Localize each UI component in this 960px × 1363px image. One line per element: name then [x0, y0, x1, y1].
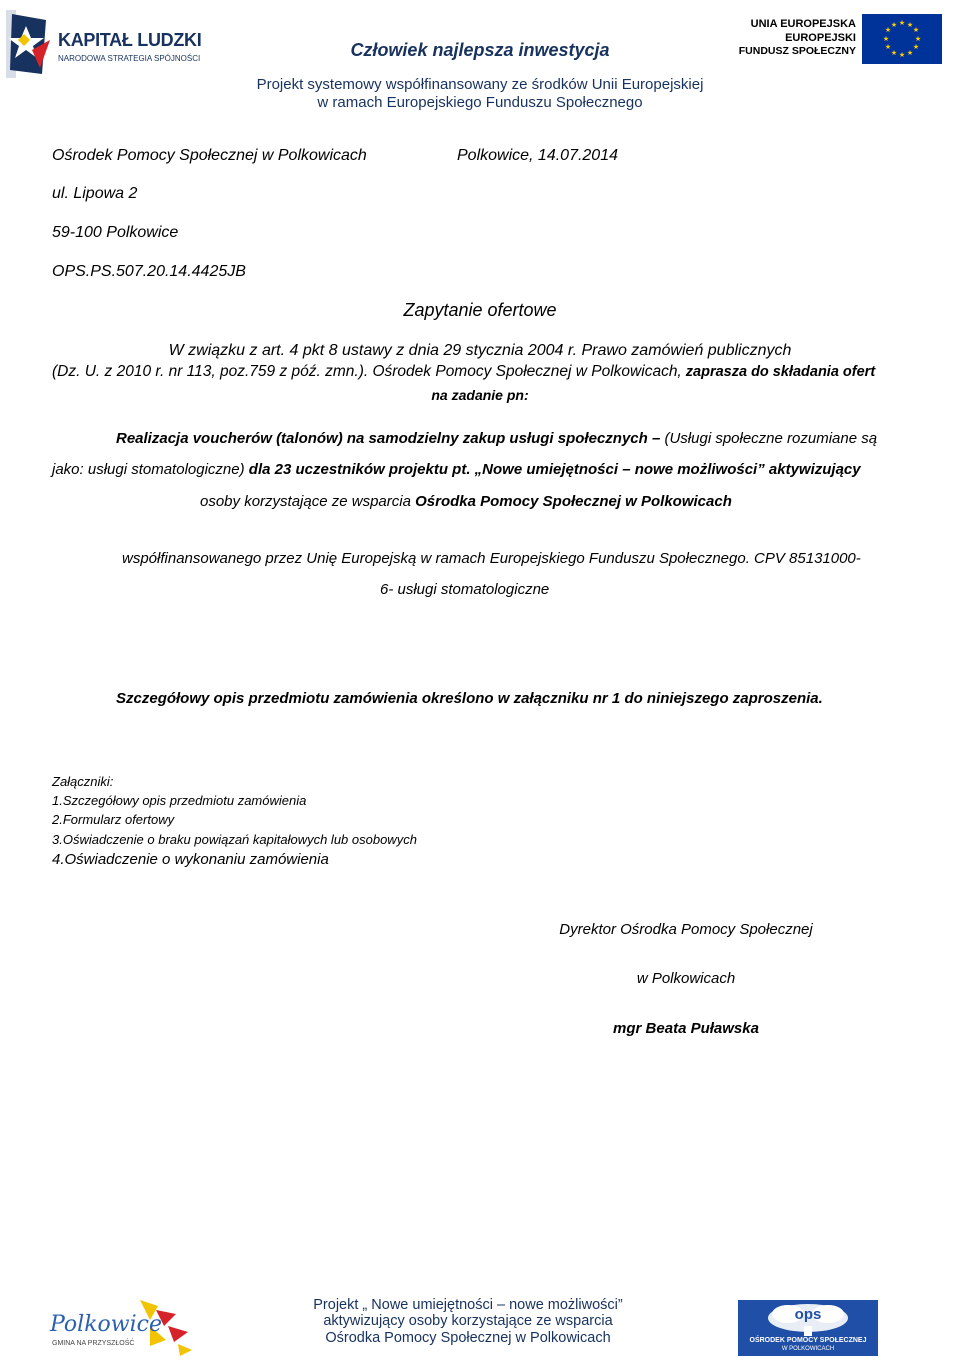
task-line-2 [52, 461, 861, 478]
ops-logo-line-1: OŚRODEK POMOCY SPOŁECZNEJ [749, 1337, 867, 1344]
eu-flag-icon [862, 14, 942, 64]
svg-text:★: ★ [912, 26, 920, 34]
attachment-item: 4.Oświadczenie o wykonaniu zamówienia [52, 851, 329, 868]
sender-postal: 59-100 Polkowice [52, 224, 179, 241]
eu-logo-line-2: EUROPEJSKI [785, 32, 856, 44]
attachment-item: 2.Formularz ofertowy [52, 812, 175, 827]
attachment-item: 3.Oświadczenie o braku powiązań kapitałowych lub osobowych [52, 832, 417, 847]
task-line-1-regular: (Usługi społeczne rozumiane są [660, 430, 878, 447]
kapital-ludzki-emblem-icon [6, 10, 52, 78]
header-project-line-2: w ramach Europejskiego Funduszu Społecznego [317, 94, 643, 111]
task-line-3 [200, 493, 732, 510]
intro-line-2-invitation: zaprasza do składania ofert [681, 364, 876, 380]
task-line-5: 6- usługi stomatologiczne [380, 581, 550, 598]
svg-text:★: ★ [884, 26, 892, 34]
task-line-4: współfinansowanego przez Unię Europejską w ramach Europejskiego Funduszu Społecznego. CPV 85131000- [122, 550, 861, 567]
kapital-ludzki-title: KAPITAŁ LUDZKI [58, 30, 202, 50]
svg-text:★: ★ [884, 43, 892, 51]
signature-name: mgr Beata Puławska [613, 1020, 759, 1037]
ops-logo-line-2: W POLKOWICACH [781, 1346, 835, 1352]
signature-title: Dyrektor Ośrodka Pomocy Społecznej [559, 921, 813, 938]
details-statement: Szczegółowy opis przedmiotu zamówienia określono w załączniku nr 1 do niniejszego zaproszenia. [116, 690, 823, 707]
svg-text:★: ★ [890, 21, 898, 29]
svg-text:★: ★ [898, 19, 906, 27]
svg-text:★: ★ [914, 35, 922, 43]
ops-abbr: ops [794, 1306, 822, 1323]
svg-text:★: ★ [906, 21, 914, 29]
attachment-item: 1.Szczegółowy opis przedmiotu zamówienia [52, 793, 307, 808]
polkowice-logo-name: Polkowice [50, 1312, 162, 1337]
intro-line-1: W związku z art. 4 pkt 8 ustawy z dnia 29 stycznia 2004 r. Prawo zamówień publicznych [168, 342, 792, 359]
place-and-date: Polkowice, 14.07.2014 [457, 147, 618, 164]
eu-logo-line-1: UNIA EUROPEJSKA [750, 18, 856, 30]
task-line-2-bold: dla 23 uczestników projektu pt. „Nowe umiejętności – nowe możliwości” aktywizujący [244, 461, 861, 478]
kapital-ludzki-subtitle: NARODOWA STRATEGIA SPÓJNOŚCI [58, 54, 201, 63]
intro-line-2-legal: (Dz. U. z 2010 r. nr 113, poz.759 z póź. zmn.). Ośrodek Pomocy Społecznej w Polkowicach, [52, 363, 682, 380]
task-line-3-bold: Ośrodka Pomocy Społecznej w Polkowicach [410, 493, 732, 510]
document-title: Zapytanie ofertowe [403, 300, 557, 320]
svg-text:★: ★ [912, 43, 920, 51]
svg-text:★: ★ [890, 49, 898, 57]
svg-text:★: ★ [898, 51, 906, 59]
svg-text:★: ★ [906, 49, 914, 57]
svg-text:★: ★ [882, 35, 890, 43]
eu-logo [738, 12, 943, 66]
header-project-line-1: Projekt systemowy współfinansowany ze środków Unii Europejskiej [256, 76, 704, 93]
sender-institution: Ośrodek Pomocy Społecznej w Polkowicach [52, 147, 367, 164]
reference-number: OPS.PS.507.20.14.4425JB [52, 263, 246, 280]
task-line-2-regular: jako: usługi stomatologiczne) [52, 461, 245, 478]
task-line-1 [116, 430, 877, 447]
kapital-ludzki-logo [6, 10, 202, 78]
attachments-heading: Załączniki: [52, 774, 114, 789]
eu-logo-line-3: FUNDUSZ SPOŁECZNY [738, 45, 856, 57]
task-line-1-bold: Realizacja voucherów (talonów) na samodzielny zakup usługi społecznych – [116, 430, 661, 447]
footer-project-line-3: Ośrodka Pomocy Społecznej w Polkowicach [325, 1330, 611, 1346]
polkowice-logo [50, 1296, 195, 1358]
ops-logo [738, 1300, 878, 1356]
intro-line-3: na zadanie pn: [431, 387, 529, 403]
header-tagline: Człowiek najlepsza inwestycja [350, 40, 610, 60]
footer-project-line-2: aktywizujący osoby korzystające ze wsparcia [323, 1313, 613, 1329]
polkowice-logo-sub: GMINA NA PRZYSZŁOŚĆ [52, 1340, 135, 1347]
task-line-3-regular: osoby korzystające ze wsparcia [200, 493, 411, 510]
intro-line-2 [52, 363, 875, 381]
footer-project-line-1: Projekt „ Nowe umiejętności – nowe możliwości” [313, 1297, 623, 1313]
signature-place: w Polkowicach [636, 970, 736, 987]
sender-street: ul. Lipowa 2 [52, 185, 138, 202]
